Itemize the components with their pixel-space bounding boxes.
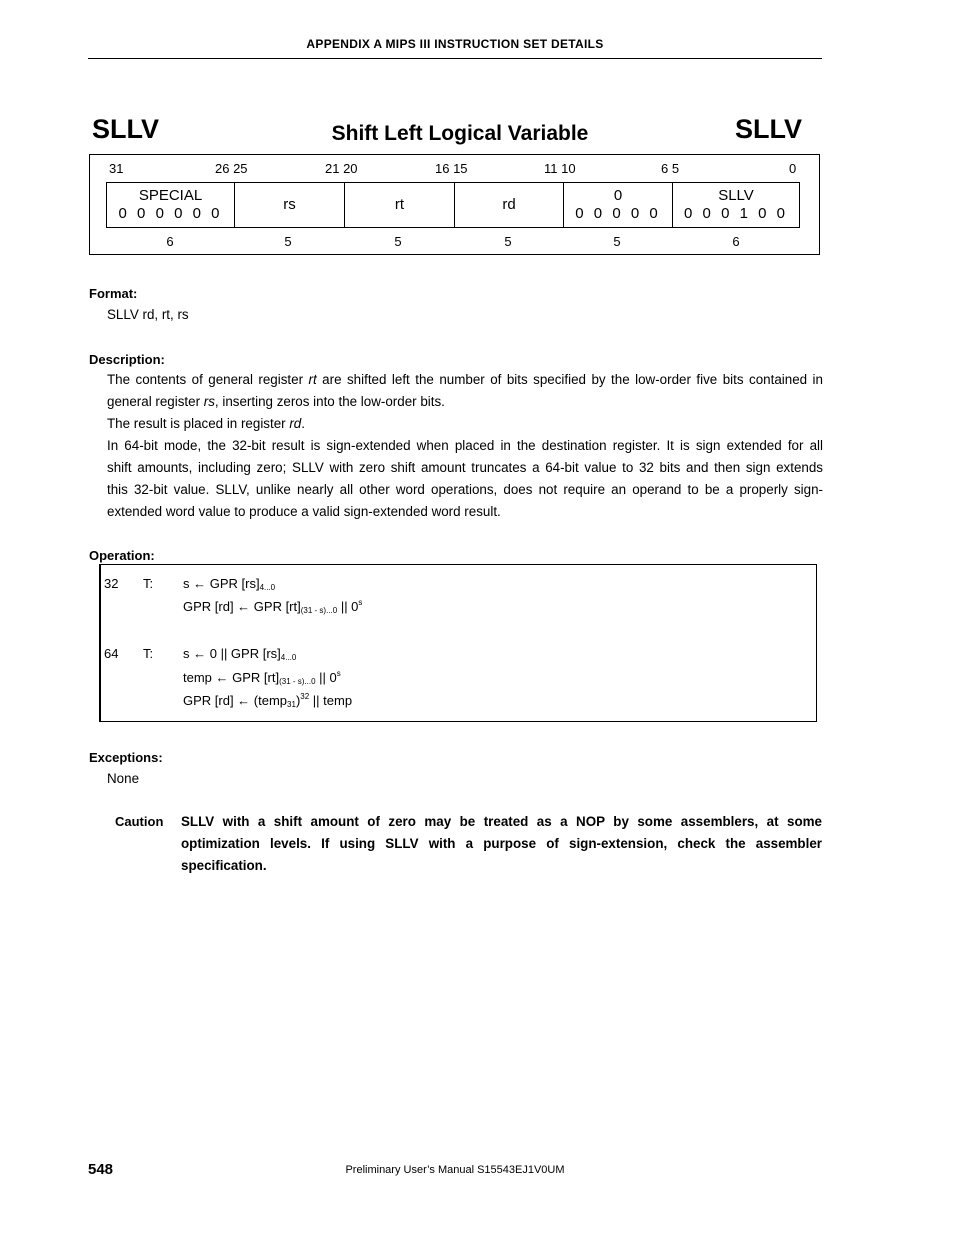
field-rt-name: rt	[394, 196, 405, 213]
op-time-32: T:	[143, 576, 154, 591]
description-line-5: shift amounts, including zero; SLLV with zero shift amount truncates a 64-bit value to 32 bits and then sign extends	[107, 460, 823, 475]
field-rd	[454, 183, 563, 227]
field-sa	[563, 183, 672, 227]
op-time-64: T:	[143, 646, 154, 661]
description-line-3: The result is placed in register rd.	[107, 416, 305, 431]
field-function	[672, 183, 799, 227]
op-mode-32: 32	[104, 576, 119, 591]
field-special	[107, 183, 234, 227]
field-width-rt: 5	[394, 234, 402, 249]
mnemonic-right: SLLV	[735, 114, 802, 144]
field-function-bits: 0 0 0 1 0 0	[684, 205, 788, 222]
op-mode-64: 64	[104, 646, 119, 661]
description-line-4: In 64-bit mode, the 32-bit result is sign-extended when placed in the destination register. It is sign extended for all	[107, 438, 823, 453]
description-heading: Description:	[89, 352, 165, 367]
bit-21-20: 21 20	[325, 161, 358, 176]
format-text: SLLV rd, rt, rs	[107, 307, 189, 322]
description-line-6: this 32-bit value. SLLV, unlike nearly all other word operations, does not require an operand to be a properly sign-	[107, 482, 823, 497]
field-sa-bits: 0 0 0 0 0	[575, 205, 661, 222]
field-width-function: 6	[732, 234, 740, 249]
caution-text	[181, 811, 822, 877]
op-32-line-2: GPR [rd] ← GPR $[rt]_{(31 - s)...0}$ || 0$^s$	[183, 598, 363, 615]
field-width-rs: 5	[284, 234, 292, 249]
bit-6-5: 6 5	[661, 161, 680, 176]
field-width-sa: 5	[613, 234, 621, 249]
caution-line-2: optimization levels. If using SLLV with a purpose of sign-extension, check the assembler	[181, 836, 822, 851]
operation-heading: Operation:	[89, 548, 155, 563]
instruction-title: Shift Left Logical Variable	[331, 122, 589, 145]
page-header: APPENDIX A MIPS III INSTRUCTION SET DETAILS	[306, 37, 604, 51]
header-rule	[88, 58, 822, 59]
op-64-line-1: s ← 0 || GPR $[rs]_{4...0}$	[183, 646, 297, 662]
field-special-bits: 0 0 0 0 0 0	[118, 205, 223, 222]
field-rs-name: rs	[283, 196, 296, 213]
caution-line-3: specification.	[181, 858, 267, 873]
field-special-name: SPECIAL	[138, 187, 203, 204]
field-function-name: SLLV	[718, 187, 754, 204]
bit-16-15: 16 15	[435, 161, 468, 176]
caution-line-1: SLLV with a shift amount of zero may be treated as a NOP by some assemblers, at some	[181, 814, 822, 829]
page-number: 548	[88, 1161, 114, 1178]
field-width-special: 6	[166, 234, 174, 249]
field-rd-name: rd	[502, 196, 516, 213]
op-64-line-2: temp ← GPR $[rt]_{(31 - s)...0}$ || 0$^s$	[183, 669, 341, 686]
op-64-line-3: GPR [rd] ← (temp$_{31}$)$^{32}$ || temp	[183, 692, 353, 709]
bit-26-25: 26 25	[215, 161, 248, 176]
description-line-7: extended word value to produce a valid sign-extended word result.	[107, 504, 501, 519]
field-rs	[234, 183, 344, 227]
bit-11-10: 11 10	[544, 161, 576, 176]
instruction-fields	[106, 182, 800, 228]
bit-0: 0	[789, 161, 797, 176]
description-line-2: general register rs, inserting zeros into the low-order bits.	[107, 394, 445, 409]
exceptions-text: None	[107, 771, 140, 786]
description-line-1: The contents of general register rt are shifted left the number of bits specified by the low-order five bits contained in	[107, 372, 823, 387]
op-32-line-1: s ← GPR $[rs]_{4...0}$	[183, 576, 276, 592]
mnemonic-left: SLLV	[92, 114, 159, 144]
description-body	[107, 369, 823, 523]
format-heading: Format:	[89, 286, 138, 301]
field-width-rd: 5	[504, 234, 512, 249]
field-sa-name: 0	[613, 187, 623, 204]
exceptions-heading: Exceptions:	[89, 750, 163, 765]
footer-text: Preliminary User’s Manual S15543EJ1V0UM	[345, 1164, 565, 1176]
field-rt	[344, 183, 454, 227]
bit-31: 31	[109, 161, 124, 176]
caution-label: Caution	[115, 814, 164, 829]
